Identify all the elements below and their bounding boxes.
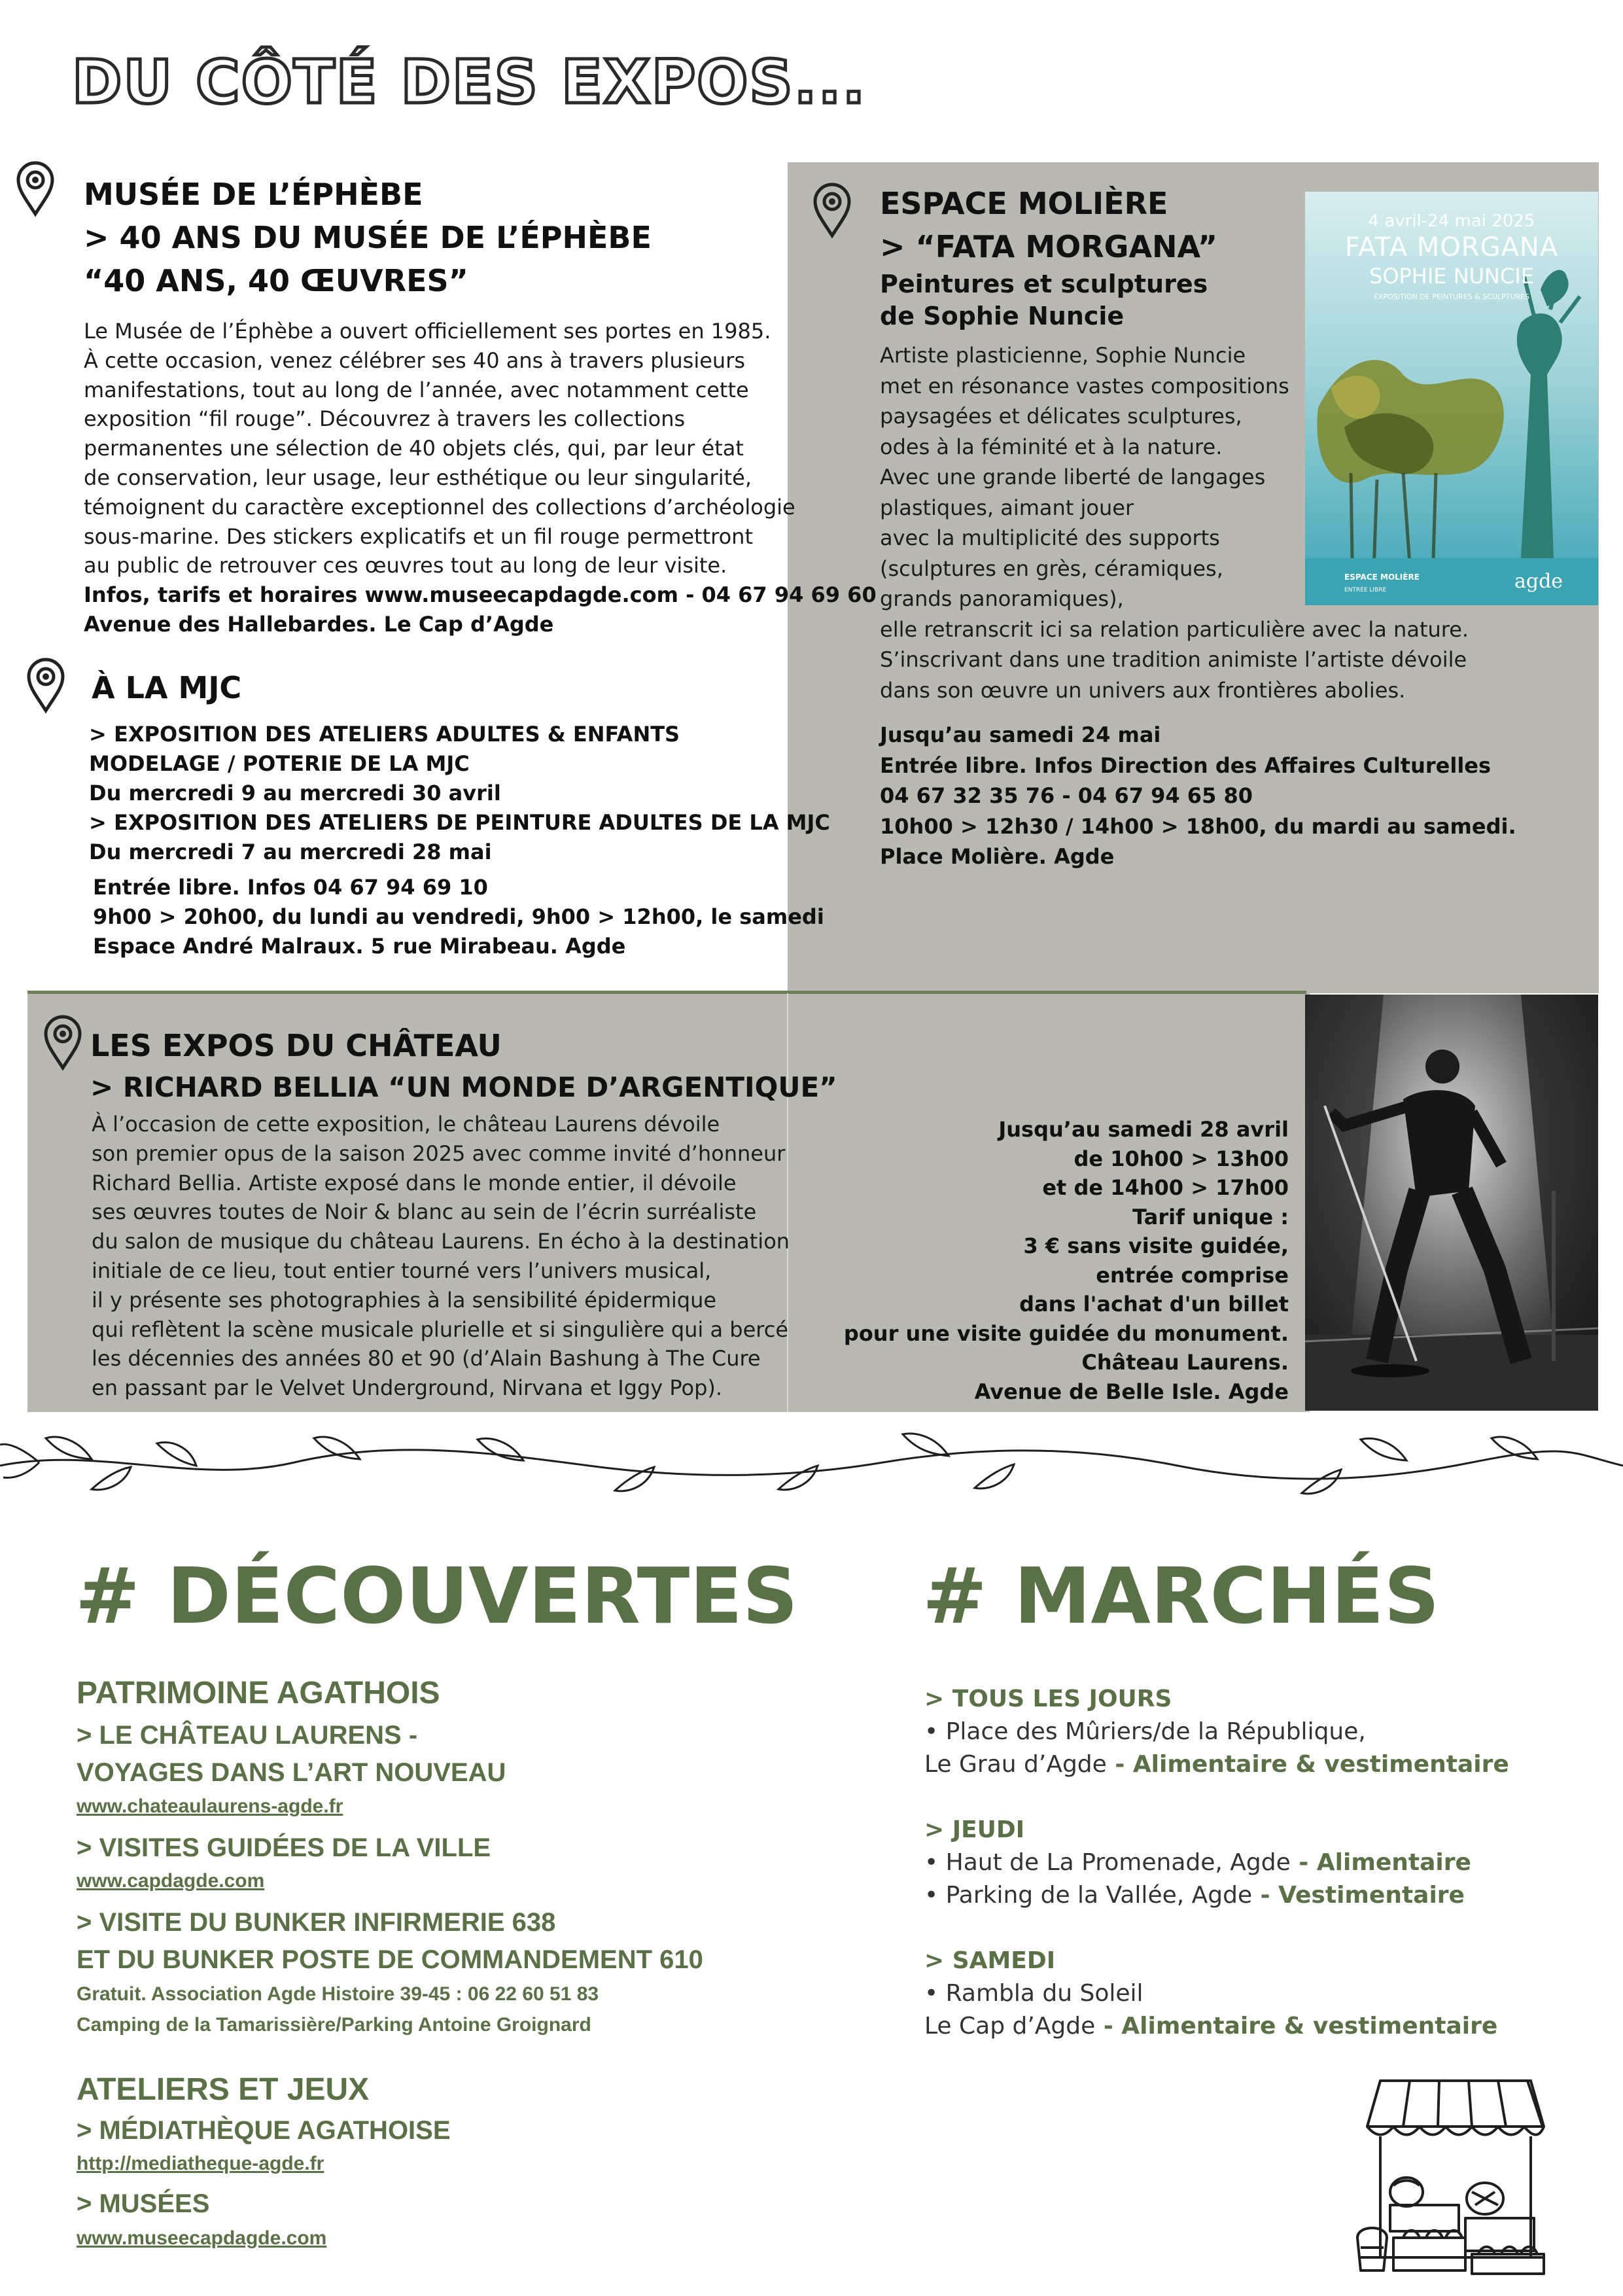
moliere-header	[880, 182, 1217, 268]
market-type: - Alimentaire & vestimentaire	[1106, 1751, 1509, 1778]
ephebe-header	[84, 173, 652, 302]
market-type: - Alimentaire	[1290, 1849, 1471, 1876]
moliere-body-line: elle retranscrit ici sa relation particulière avec la nature.	[880, 616, 1469, 642]
visites-heading: > VISITES GUIDÉES DE LA VILLE	[77, 1833, 491, 1862]
chateau-title: > RICHARD BELLIA “UN MONDE D’ARGENTIQUE”	[90, 1071, 837, 1103]
chateau-body-line: il y présente ses photographies à la sensibilité épidermique	[92, 1287, 717, 1313]
moliere-info-line: Place Molière. Agde	[880, 844, 1115, 869]
mjc-line: MODELAGE / POTERIE DE LA MJC	[89, 751, 470, 776]
decouvertes-heading: # DÉCOUVERTES	[75, 1551, 798, 1641]
market-place: Le Cap d’Agde	[924, 2013, 1096, 2040]
market-place: • Haut de La Promenade, Agde	[924, 1849, 1291, 1876]
market-place: • Rambla du Soleil	[924, 1980, 1143, 2007]
vine-divider	[0, 1426, 1623, 1505]
mjc-info-line: Espace André Malraux. 5 rue Mirabeau. Agde	[93, 934, 626, 959]
market-type: - Vestimentaire	[1252, 1882, 1465, 1909]
chateau-body-line: les décennies des années 80 et 90 (d’Alain Bashung à The Cure	[92, 1346, 761, 1371]
moliere-subtitle-line: de Sophie Nuncie	[880, 302, 1125, 330]
market-place: • Parking de la Vallée, Agde	[924, 1882, 1253, 1909]
ephebe-body-line: permanentes une sélection de 40 objets clés, qui, par leur état	[84, 436, 744, 461]
market-item	[924, 1748, 1509, 1781]
ephebe-subtitle: > 40 ANS DU MUSÉE DE L’ÉPHÈBE	[84, 220, 652, 255]
chateau-laurens-link[interactable]: www.chateaulaurens-agde.fr	[77, 1795, 343, 1817]
chateau-body-line: Richard Bellia. Artiste exposé dans le monde entier, il dévoile	[92, 1170, 737, 1195]
mjc-line: > EXPOSITION DES ATELIERS DE PEINTURE ADULTES DE LA MJC	[89, 810, 830, 835]
location-pin-icon	[42, 1014, 84, 1072]
bunker-line: > VISITE DU BUNKER INFIRMERIE 638	[77, 1908, 556, 1937]
poster-dates: 4 avril-24 mai 2025	[1368, 211, 1535, 231]
ephebe-venue: MUSÉE DE L’ÉPHÈBE	[84, 177, 423, 212]
ephebe-body-line: au public de retrouver ces œuvres tout au long de leur visite.	[84, 553, 727, 578]
moliere-body-line: S’inscrivant dans une tradition animiste l’artiste dévoile	[880, 647, 1467, 672]
ephebe-body-line: exposition “fil rouge”. Découvrez à travers les collections	[84, 406, 686, 432]
ateliers-heading: ATELIERS ET JEUX	[77, 2072, 370, 2107]
moliere-info-line: 04 67 32 35 76 - 04 67 94 65 80	[880, 783, 1253, 808]
marches-list	[924, 1683, 1509, 2043]
chateau-visit-line: > LE CHÂTEAU LAURENS -	[77, 1721, 418, 1750]
market-item	[924, 2010, 1509, 2043]
mediatheque-heading: > MÉDIATHÈQUE AGATHOISE	[77, 2116, 451, 2145]
chateau-visit-lines	[77, 1717, 506, 1792]
chateau-body-line: du salon de musique du château Laurens. En écho à la destination	[92, 1229, 790, 1254]
chateau-info-line: Château Laurens.	[1081, 1350, 1289, 1375]
ephebe-body-line: sous-marine. Des stickers explicatifs et un fil rouge permettront	[84, 523, 753, 549]
mjc-info	[93, 873, 824, 961]
location-pin-icon	[14, 160, 56, 218]
market-item	[924, 1846, 1509, 1879]
chateau-body-line: qui reflètent la scène musicale plurielle et si singulière qui a bercé	[92, 1316, 788, 1342]
chateau-venue: LES EXPOS DU CHÂTEAU	[90, 1028, 502, 1063]
fata-morgana-poster	[1305, 192, 1598, 605]
chateau-info-line: Jusqu’au samedi 28 avril	[998, 1117, 1289, 1142]
ephebe-body-line: témoignent du caractère exceptionnel des collections d’archéologie	[84, 494, 795, 520]
bunker-lines	[77, 1904, 703, 1979]
market-day: > TOUS LES JOURS	[924, 1686, 1172, 1712]
market-item	[924, 1879, 1509, 1912]
market-item	[924, 1716, 1509, 1748]
chateau-info	[798, 1115, 1289, 1406]
ephebe-body-line: Le Musée de l’Éphèbe a ouvert officiellement ses portes en 1985.	[84, 319, 771, 344]
poster-venue: ESPACE MOLIÈRE	[1344, 573, 1420, 582]
bunker-info-line: Gratuit. Association Agde Histoire 39-45 : 06 22 60 51 83	[77, 1983, 599, 2005]
market-place: • Place des Mûriers/de la République,	[924, 1718, 1366, 1745]
chateau-info-line: et de 14h00 > 17h00	[1042, 1175, 1289, 1200]
ephebe-address: Avenue des Hallebardes. Le Cap d’Agde	[84, 612, 554, 637]
market-group	[924, 1945, 1509, 2043]
musees-link[interactable]: www.museecapdagde.com	[77, 2227, 327, 2249]
moliere-body-line: paysagées et délicates sculptures,	[880, 404, 1242, 429]
chateau-info-line: pour une visite guidée du monument.	[843, 1320, 1289, 1346]
market-item	[924, 1977, 1509, 2010]
location-pin-icon	[25, 657, 67, 715]
market-group	[924, 1683, 1509, 1781]
chateau-info-line: Tarif unique :	[1132, 1204, 1289, 1229]
moliere-info-line: 10h00 > 12h30 / 14h00 > 18h00, du mardi au samedi.	[880, 813, 1516, 839]
chateau-body-line: initiale de ce lieu, tout entier tourné vers l’univers musical,	[92, 1258, 712, 1283]
moliere-body-line: Artiste plasticienne, Sophie Nuncie	[880, 343, 1246, 368]
ephebe-body-line: À cette occasion, venez célébrer ses 40 ans à travers plusieurs	[84, 347, 746, 373]
moliere-title: > “FATA MORGANA”	[880, 229, 1218, 264]
moliere-body-line: odes à la féminité et à la nature.	[880, 434, 1223, 459]
capdagde-link[interactable]: www.capdagde.com	[77, 1870, 265, 1892]
chateau-body-line: en passant par le Velvet Underground, Nirvana et Iggy Pop).	[92, 1375, 723, 1401]
patrimoine-heading: PATRIMOINE AGATHOIS	[77, 1676, 440, 1710]
moliere-body-line: grands panoramiques),	[880, 586, 1124, 611]
chateau-info-line: Avenue de Belle Isle. Agde	[974, 1379, 1289, 1404]
market-place: Le Grau d’Agde	[924, 1751, 1107, 1778]
mjc-info-line: 9h00 > 20h00, du lundi au vendredi, 9h00 > 12h00, le samedi	[93, 904, 824, 929]
moliere-venue: ESPACE MOLIÈRE	[880, 186, 1168, 221]
chateau-body-line: À l’occasion de cette exposition, le château Laurens dévoile	[92, 1112, 720, 1137]
moliere-body-line: Avec une grande liberté de langages	[880, 465, 1266, 489]
mjc-line: > EXPOSITION DES ATELIERS ADULTES & ENFANTS	[89, 722, 680, 747]
bunker-info	[77, 1979, 599, 2040]
mjc-program	[89, 720, 830, 867]
moliere-info	[880, 720, 1516, 872]
chateau-header	[90, 1025, 837, 1108]
market-day: > JEUDI	[924, 1816, 1025, 1843]
poster-artist: SOPHIE NUNCIE	[1369, 264, 1534, 289]
mjc-line: Du mercredi 7 au mercredi 28 mai	[89, 839, 492, 864]
bunker-line: ET DU BUNKER POSTE DE COMMANDEMENT 610	[77, 1945, 703, 1974]
ephebe-body	[84, 317, 877, 639]
moliere-subtitle-line: Peintures et sculptures	[880, 270, 1208, 298]
moliere-body-line: dans son œuvre un univers aux frontières abolies.	[880, 677, 1406, 703]
bunker-info-line: Camping de la Tamarissière/Parking Antoine Groignard	[77, 2014, 591, 2036]
divider-rule	[27, 991, 1306, 994]
chateau-info-line: de 10h00 > 13h00	[1073, 1146, 1289, 1171]
market-stall-icon	[1354, 2061, 1557, 2277]
ephebe-title: “40 ANS, 40 ŒUVRES”	[84, 263, 468, 298]
market-type: - Alimentaire & vestimentaire	[1095, 2013, 1498, 2040]
moliere-body-line: plastiques, aimant jouer	[880, 495, 1134, 520]
moliere-info-line: Jusqu’au samedi 24 mai	[880, 722, 1161, 747]
poster-tag: EXPOSITION DE PEINTURES & SCULPTURES	[1373, 292, 1530, 301]
ephebe-body-line: de conservation, leur usage, leur esthétique ou leur singularité,	[84, 465, 752, 490]
chateau-info-line: 3 € sans visite guidée,	[1023, 1233, 1289, 1258]
chateau-body	[92, 1110, 790, 1403]
performer-photo	[1305, 995, 1598, 1411]
page-title: DU CÔTÉ DES EXPOS...	[72, 47, 867, 117]
mjc-venue: À LA MJC	[92, 670, 242, 705]
poster-title: FATA MORGANA	[1344, 232, 1559, 262]
chateau-info-line: entrée comprise	[1096, 1262, 1289, 1288]
market-day: > SAMEDI	[924, 1947, 1056, 1974]
musees-heading: > MUSÉES	[77, 2189, 210, 2218]
market-group	[924, 1814, 1509, 1912]
mjc-line: Du mercredi 9 au mercredi 30 avril	[89, 781, 501, 805]
marches-heading: # MARCHÉS	[922, 1551, 1440, 1641]
moliere-body-line: (sculptures en grès, céramiques,	[880, 556, 1223, 581]
moliere-subtitle	[880, 268, 1208, 332]
chateau-visit-line: VOYAGES DANS L’ART NOUVEAU	[77, 1758, 506, 1787]
mjc-info-line: Entrée libre. Infos 04 67 94 69 10	[93, 875, 488, 900]
moliere-info-line: Entrée libre. Infos Direction des Affaires Culturelles	[880, 752, 1492, 778]
ephebe-body-line: manifestations, tout au long de l’année, avec notamment cette	[84, 377, 749, 402]
moliere-body-line: avec la multiplicité des supports	[880, 525, 1220, 550]
location-pin-icon	[811, 182, 853, 239]
poster-entry: ENTRÉE LIBRE	[1344, 587, 1387, 593]
mediatheque-link[interactable]: http://mediatheque-agde.fr	[77, 2153, 324, 2174]
moliere-body-line: met en résonance vastes compositions	[880, 373, 1289, 398]
chateau-body-line: son premier opus de la saison 2025 avec comme invité d’honneur	[92, 1140, 786, 1166]
chateau-body-line: ses œuvres toutes de Noir & blanc au sein de l’écrin surréaliste	[92, 1199, 757, 1225]
agde-logo: agde	[1514, 570, 1563, 593]
chateau-info-line: dans l'achat d'un billet	[1019, 1292, 1289, 1316]
ephebe-info: Infos, tarifs et horaires www.museecapdagde.com - 04 67 94 69 60	[84, 582, 877, 608]
